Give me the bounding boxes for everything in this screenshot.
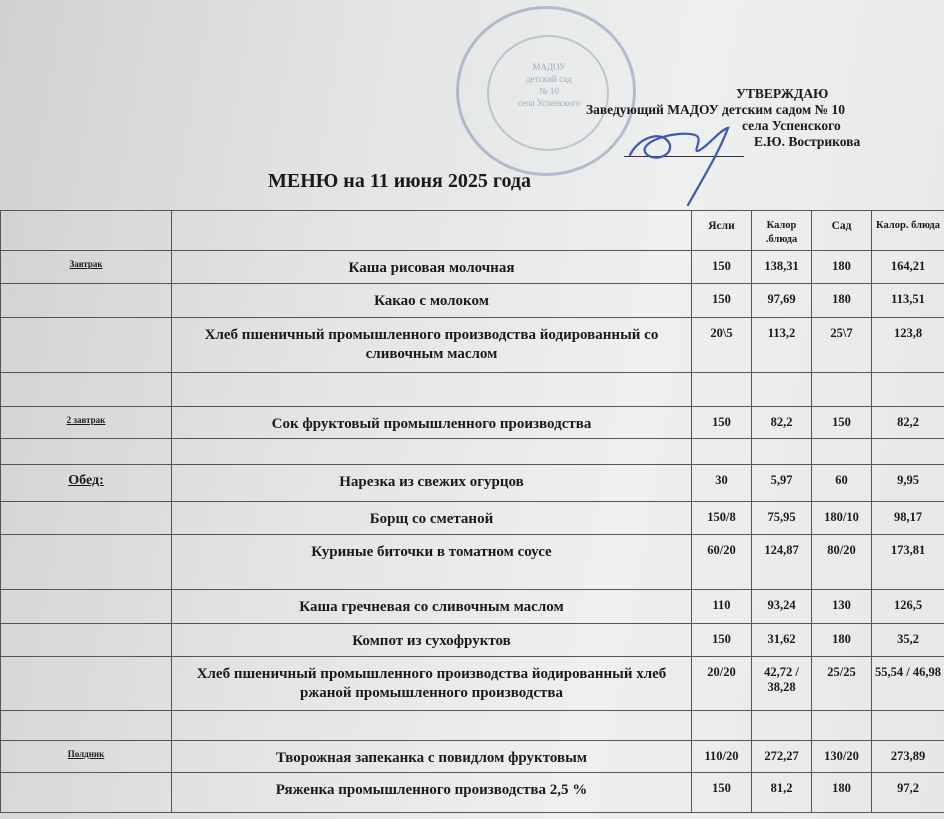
nursery-calories: 272,27 [752,741,812,773]
seal-line: села Успенского [517,98,581,108]
nursery-calories: 124,87 [752,535,812,590]
meal-cell [1,439,172,465]
garden-portion: 180 [812,624,872,657]
dish-cell [172,439,692,465]
garden-portion: 25/25 [812,657,872,711]
nursery-calories: 97,69 [752,284,812,318]
meal-cell [1,657,172,711]
dish-cell: Хлеб пшеничный промышленного производства йодированный хлеб ржаной промышленного производства [172,657,692,711]
nursery-calories: 113,2 [752,318,812,373]
table-row [1,590,944,624]
garden-calories: 273,89 [872,741,944,773]
nursery-portion: 110 [692,590,752,624]
table-row [1,251,944,284]
garden-portion: 180 [812,773,872,813]
table-row [1,373,944,407]
meal-cell [1,711,172,741]
nursery-portion: 150 [692,773,752,813]
header-garden: Сад [812,211,872,251]
garden-portion: 180 [812,284,872,318]
meal-cell: 2 завтрак [1,407,172,439]
meal-cell: Полдник [1,741,172,773]
nursery-portion: 150 [692,407,752,439]
nursery-calories [752,439,812,465]
seal-text [509,61,589,109]
nursery-portion: 150 [692,284,752,318]
nursery-calories [752,373,812,407]
nursery-portion [692,711,752,741]
garden-portion: 130 [812,590,872,624]
seal-line: МАДОУ [532,62,566,72]
menu-table [0,210,944,813]
garden-portion [812,711,872,741]
garden-calories: 123,8 [872,318,944,373]
garden-calories [872,711,944,741]
nursery-portion: 150/8 [692,502,752,535]
nursery-calories: 82,2 [752,407,812,439]
garden-calories [872,373,944,407]
dish-cell: Каша гречневая со сливочным маслом [172,590,692,624]
nursery-calories: 42,72 / 38,28 [752,657,812,711]
header-cal-garden: Калор. блюда [872,211,944,251]
table-row [1,624,944,657]
page-title: МЕНЮ на 11 июня 2025 года [268,170,531,192]
dish-cell: Творожная запеканка с повидлом фруктовым [172,741,692,773]
garden-calories: 9,95 [872,465,944,502]
garden-portion: 150 [812,407,872,439]
table-row [1,465,944,502]
nursery-portion: 150 [692,251,752,284]
table-row [1,318,944,373]
nursery-portion [692,373,752,407]
dish-cell [172,711,692,741]
nursery-portion: 150 [692,624,752,657]
garden-portion: 60 [812,465,872,502]
meal-cell [1,502,172,535]
garden-portion: 180/10 [812,502,872,535]
dish-cell: Компот из сухофруктов [172,624,692,657]
meal-cell [1,773,172,813]
nursery-calories: 93,24 [752,590,812,624]
approval-name: Е.Ю. Вострикова [754,134,861,149]
table-row [1,502,944,535]
seal-line: № 10 [539,86,559,96]
table-row [1,284,944,318]
header-nursery: Ясли [692,211,752,251]
dish-cell: Какао с молоком [172,284,692,318]
nursery-calories: 5,97 [752,465,812,502]
meal-cell [1,590,172,624]
nursery-calories: 81,2 [752,773,812,813]
garden-calories: 55,54 / 46,98 [872,657,944,711]
garden-portion: 130/20 [812,741,872,773]
meal-cell [1,535,172,590]
garden-calories: 82,2 [872,407,944,439]
nursery-portion: 30 [692,465,752,502]
dish-cell: Нарезка из свежих огурцов [172,465,692,502]
approval-heading: УТВЕРЖДАЮ [736,86,829,101]
approval-position: Заведующий МАДОУ детским садом № 10 [586,102,845,117]
meal-cell: Обед: [1,465,172,502]
table-row [1,741,944,773]
table-header-row [1,211,944,251]
garden-calories: 164,21 [872,251,944,284]
nursery-portion [692,439,752,465]
header-cell [172,211,692,251]
dish-cell: Борщ со сметаной [172,502,692,535]
meal-cell [1,318,172,373]
nursery-calories [752,711,812,741]
table-row [1,439,944,465]
nursery-calories: 75,95 [752,502,812,535]
meal-cell [1,284,172,318]
table-row [1,657,944,711]
garden-portion: 180 [812,251,872,284]
garden-calories: 98,17 [872,502,944,535]
garden-portion [812,439,872,465]
meal-cell [1,624,172,657]
handwritten-signature [610,100,750,210]
nursery-portion: 60/20 [692,535,752,590]
dish-cell [172,373,692,407]
nursery-portion: 110/20 [692,741,752,773]
header-cal-nursery: Калор .блюда [752,211,812,251]
table-row [1,773,944,813]
dish-cell: Хлеб пшеничный промышленного производства йодированный со сливочным маслом [172,318,692,373]
dish-cell: Куриные биточки в томатном соусе [172,535,692,590]
header-cell [1,211,172,251]
nursery-portion: 20\5 [692,318,752,373]
garden-calories: 113,51 [872,284,944,318]
nursery-portion: 20/20 [692,657,752,711]
table-row [1,407,944,439]
garden-portion: 80/20 [812,535,872,590]
garden-calories: 35,2 [872,624,944,657]
dish-cell: Ряженка промышленного производства 2,5 % [172,773,692,813]
meal-cell [1,373,172,407]
nursery-calories: 31,62 [752,624,812,657]
nursery-calories: 138,31 [752,251,812,284]
garden-calories [872,439,944,465]
approval-village: села Успенского [742,118,841,133]
table-row [1,535,944,590]
seal-line: детский сад [526,74,572,84]
garden-portion: 25\7 [812,318,872,373]
garden-portion [812,373,872,407]
dish-cell: Сок фруктовый промышленного производства [172,407,692,439]
table-row [1,711,944,741]
meal-cell: Завтрак [1,251,172,284]
garden-calories: 126,5 [872,590,944,624]
garden-calories: 173,81 [872,535,944,590]
garden-calories: 97,2 [872,773,944,813]
dish-cell: Каша рисовая молочная [172,251,692,284]
